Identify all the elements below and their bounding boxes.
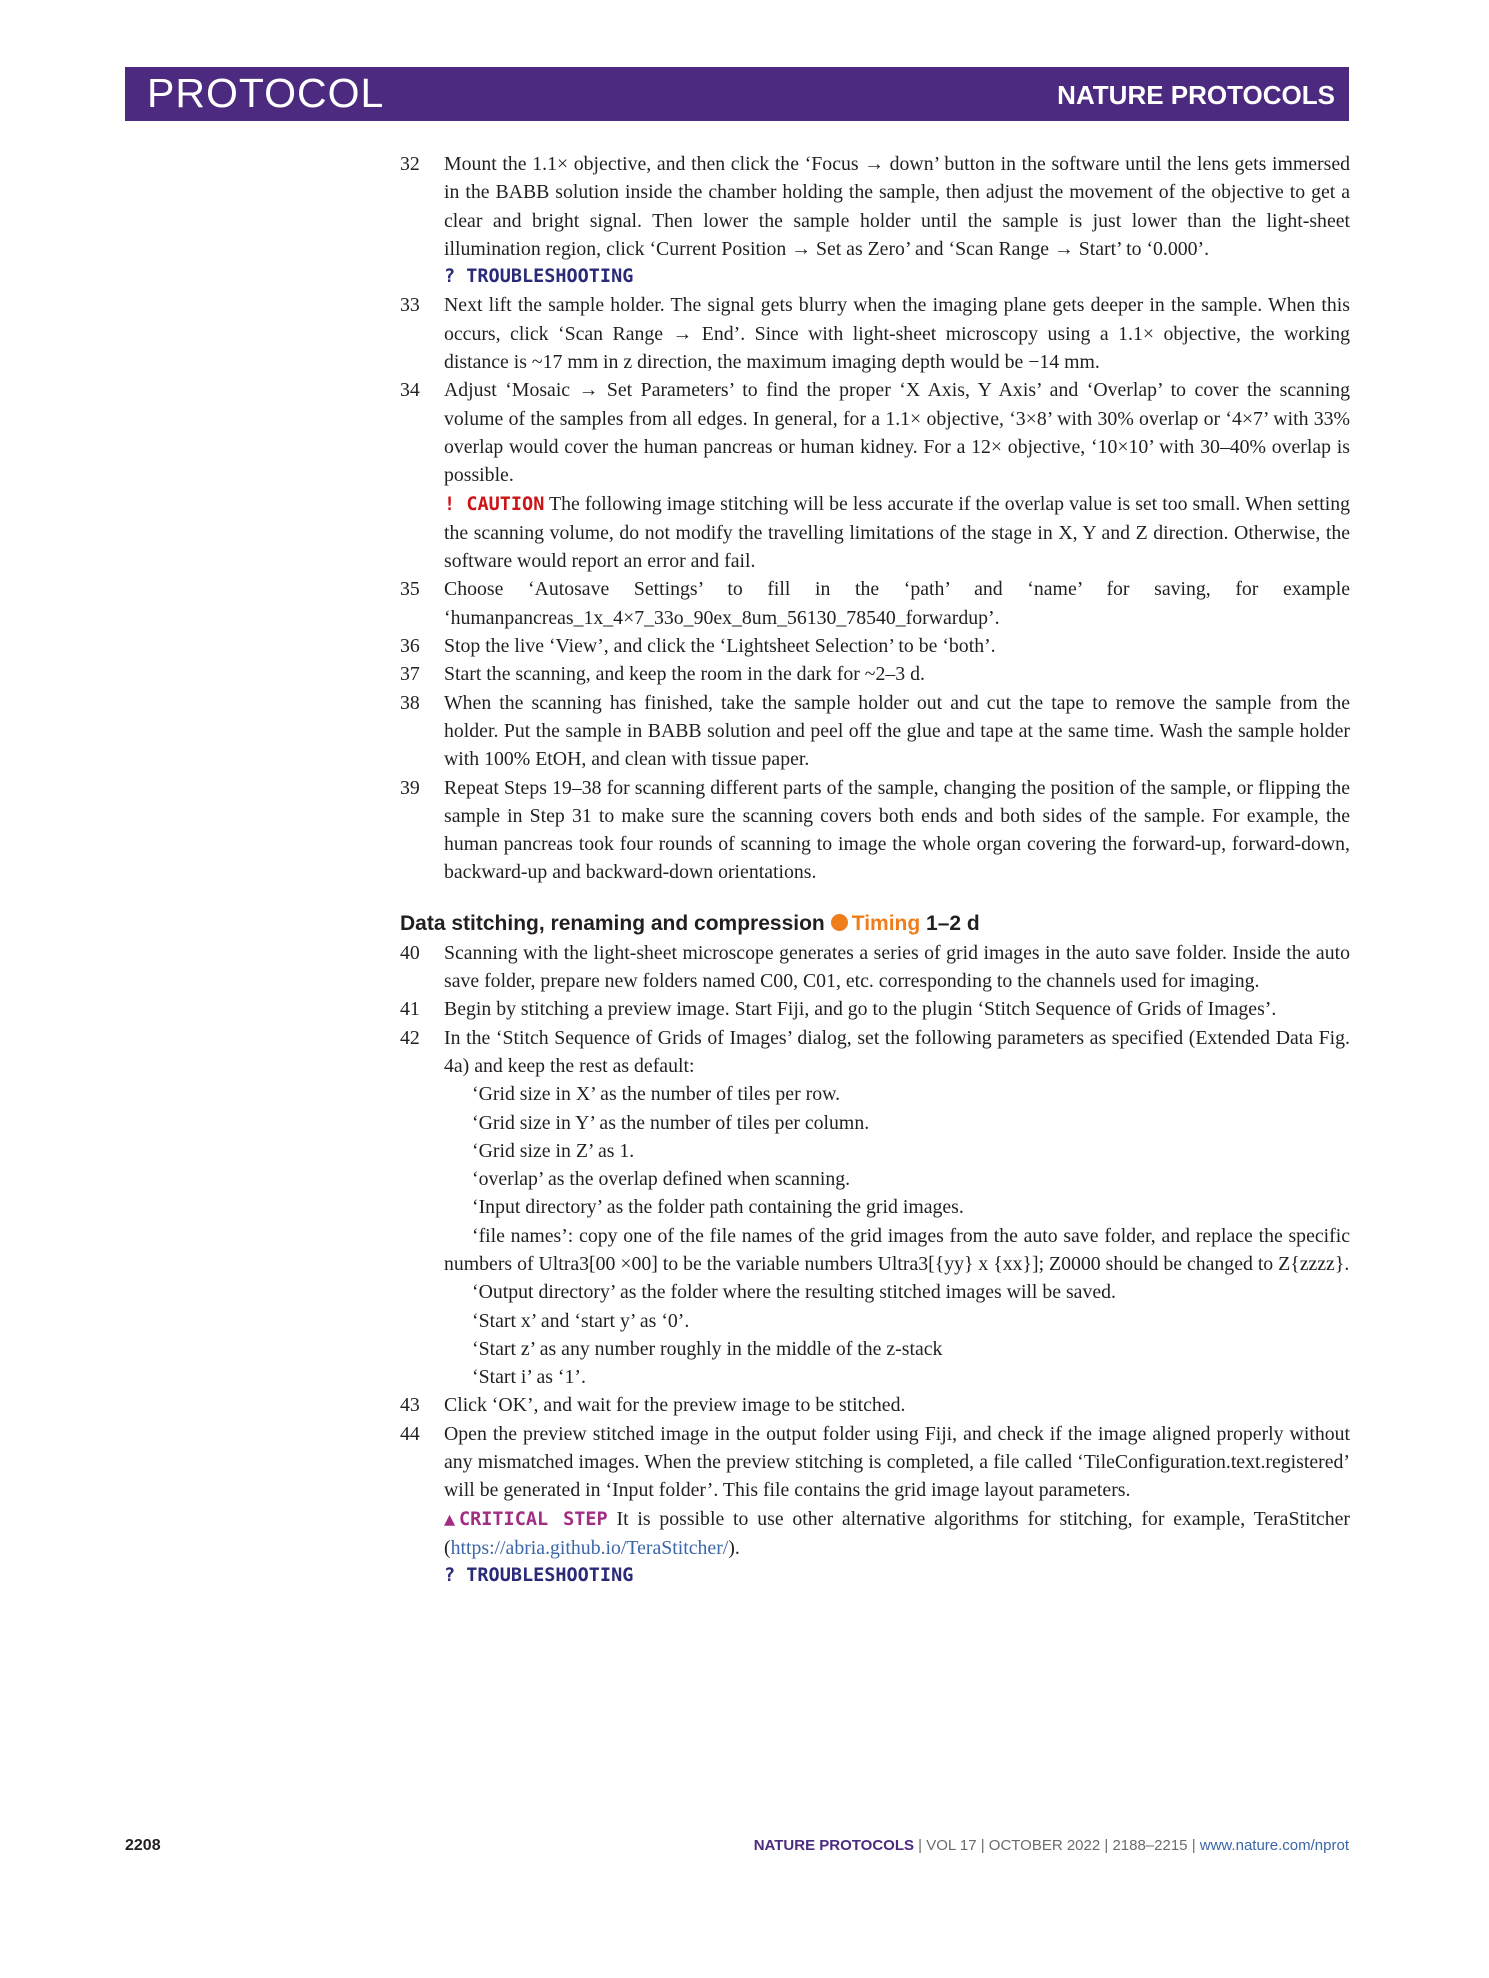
step-text: Click ‘OK’, and wait for the preview image to be stitched. [444, 1394, 906, 1417]
parameter-line: ‘Start z’ as any number roughly in the middle of the z-stack [472, 1337, 943, 1360]
timing-label: Timing [851, 911, 921, 935]
troubleshooting-label: ? TROUBLESHOOTING [444, 266, 634, 288]
parameter-line: ‘Start i’ as ‘1’. [472, 1366, 586, 1389]
parameter-line: ‘Grid size in Y’ as the number of tiles per column. [472, 1111, 870, 1134]
step-36 [400, 632, 1350, 660]
journal-name: NATURE PROTOCOLS [1057, 80, 1335, 110]
step-text: Stop the live ‘View’, and click the ‘Lightsheet Selection’ to be ‘both’. [444, 635, 996, 658]
terastitcher-link[interactable]: https://abria.github.io/TeraStitcher/ [450, 1536, 729, 1559]
step-text: Open the preview stitched image in the output folder using Fiji, and check if the image aligned properly without any mismatched images. When the preview stitching is completed, a file called ‘TileConfiguration.text.registered’ will be generated in ‘Input folder’. This file contains the grid image layout parameters. [444, 1422, 1350, 1502]
step-text: In the ‘Stitch Sequence of Grids of Images’ dialog, set the following parameters as specified (Extended Data Fig. 4a) and keep the rest as default: [444, 1026, 1350, 1077]
footer-journal: NATURE PROTOCOLS [753, 1837, 914, 1854]
parameter-line: ‘file names’: copy one of the file names of the grid images from the auto save folder, and replace the specific numbers of Ultra3[00 ×00] to be the variable numbers Ultra3[{yy} x {xx}]; Z0000 should be changed to Z{zzzz}. [444, 1224, 1350, 1275]
step-text: Adjust ‘Mosaic → Set Parameters’ to find the proper ‘X Axis, Y Axis’ and ‘Overlap’ to cover the scanning volume of the samples from all edges. In general, for a 1.1× objective, ‘3×8’ with 30% overlap or ‘4×7’ with 33% overlap would cover the human pancreas or human kidney. For a 12× objective, ‘10×10’ with 30–40% overlap is possible. [444, 379, 1350, 487]
timing-icon [831, 914, 848, 931]
parameter-line: ‘Grid size in Z’ as 1. [472, 1139, 635, 1162]
step-32 [400, 150, 1350, 263]
step-text: Scanning with the light-sheet microscope generates a series of grid images in the auto save folder. Inside the auto save folder, prepare new folders named C00, C01, etc. corresponding to the channels used for imaging. [444, 941, 1350, 993]
step-text: When the scanning has finished, take the sample holder out and cut the tape to remove the sample from the holder. Put the sample in BABB solution and peel off the glue and tape at the same time. Wash the sample holder with 100% EtOH, and clean with tissue paper. [444, 691, 1350, 771]
step-33 [400, 291, 1350, 376]
critical-step-note [444, 1505, 1350, 1563]
step-37 [400, 660, 1350, 688]
step-number: 32 [400, 153, 420, 175]
step-42 [400, 1024, 1350, 1392]
section-heading [400, 909, 1350, 939]
parameter-line: ‘Start x’ and ‘start y’ as ‘0’. [472, 1309, 690, 1332]
troubleshooting-label: ? TROUBLESHOOTING [444, 1565, 634, 1587]
step-39 [400, 774, 1350, 887]
header-banner [125, 67, 1349, 121]
timing-value: 1–2 d [926, 911, 980, 935]
step-number: 41 [400, 998, 420, 1021]
step-40 [400, 939, 1350, 996]
critical-tail: ). [728, 1536, 740, 1559]
step-number: 39 [400, 776, 420, 799]
step-number: 33 [400, 294, 420, 317]
parameter-line: ‘Input directory’ as the folder path containing the grid images. [472, 1196, 964, 1219]
step-text: Begin by stitching a preview image. Start Fiji, and go to the plugin ‘Stitch Sequence of Grids of Images’. [444, 998, 1277, 1021]
critical-text: It is possible to use other alternative algorithms for stitching, for example, TeraStitcher ( [444, 1507, 1350, 1559]
step-number: 38 [400, 691, 420, 714]
step-text: Next lift the sample holder. The signal gets blurry when the imaging plane gets deeper in the sample. When this occurs, click ‘Scan Range → End’. Since with light-sheet microscopy using a 1.1× objective, the working distance is ~17 mm in z direction, the maximum imaging depth would be −14 mm. [444, 294, 1350, 374]
footer-issue: | VOL 17 | OCTOBER 2022 | 2188–2215 | [914, 1837, 1200, 1854]
step-number: 42 [400, 1026, 420, 1049]
section-label: PROTOCOL [147, 70, 385, 116]
step-38 [400, 689, 1350, 774]
step-number: 37 [400, 663, 420, 686]
step-text: Repeat Steps 19–38 for scanning different parts of the sample, changing the position of the sample, or flipping the sample in Step 31 to make sure the scanning covers both ends and both sides of the sample. For example, the human pancreas took four rounds of scanning to image the whole organ covering the forward-up, forward-down, backward-up and backward-down orientations. [444, 776, 1350, 884]
step-number: 43 [400, 1394, 420, 1417]
step-number: 35 [400, 578, 420, 601]
step-number: 36 [400, 635, 420, 658]
step-number: 44 [400, 1422, 420, 1445]
step-34 [400, 376, 1350, 575]
step-41 [400, 995, 1350, 1023]
parameter-line: ‘overlap’ as the overlap defined when scanning. [472, 1168, 851, 1191]
step-number: 40 [400, 941, 420, 964]
step-text: Mount the 1.1× objective, and then click the ‘Focus → down’ button in the software until the lens gets immersed in the BABB solution inside the chamber holding the sample, then adjust the movement of the objective to get a clear and bright signal. Then lower the sample holder until the sample is just lower than the light-sheet illumination region, click ‘Current Position → Set as Zero’ and ‘Scan Range → Start’ to ‘0.000’. [444, 153, 1350, 260]
caution-note [444, 490, 1350, 576]
page-number: 2208 [125, 1837, 161, 1854]
step-number: 34 [400, 379, 420, 402]
step-43 [400, 1391, 1350, 1419]
parameter-line: ‘Output directory’ as the folder where the resulting stitched images will be saved. [472, 1281, 1116, 1304]
caution-label: ! CAUTION [444, 493, 545, 515]
step-35 [400, 575, 1350, 632]
footer-website-link[interactable]: www.nature.com/nprot [1199, 1837, 1349, 1854]
section-title: Data stitching, renaming and compression [400, 911, 825, 935]
parameter-line: ‘Grid size in X’ as the number of tiles per row. [472, 1083, 841, 1106]
protocol-body [400, 150, 1350, 1591]
step-44 [400, 1420, 1350, 1562]
step-text: Start the scanning, and keep the room in the dark for ~2–3 d. [444, 663, 925, 686]
critical-step-label: ▲CRITICAL STEP [444, 1508, 608, 1530]
caution-text: The following image stitching will be less accurate if the overlap value is set too small. When setting the scanning volume, do not modify the travelling limitations of the stage in X, Y and Z direction. Otherwise, the software would report an error and fail. [444, 492, 1350, 573]
footer-citation [754, 1837, 1349, 1854]
step-text: Choose ‘Autosave Settings’ to fill in the ‘path’ and ‘name’ for saving, for example ‘humanpancreas_1x_4×7_33o_90ex_8um_56130_78540_forwardup’. [444, 578, 1350, 629]
